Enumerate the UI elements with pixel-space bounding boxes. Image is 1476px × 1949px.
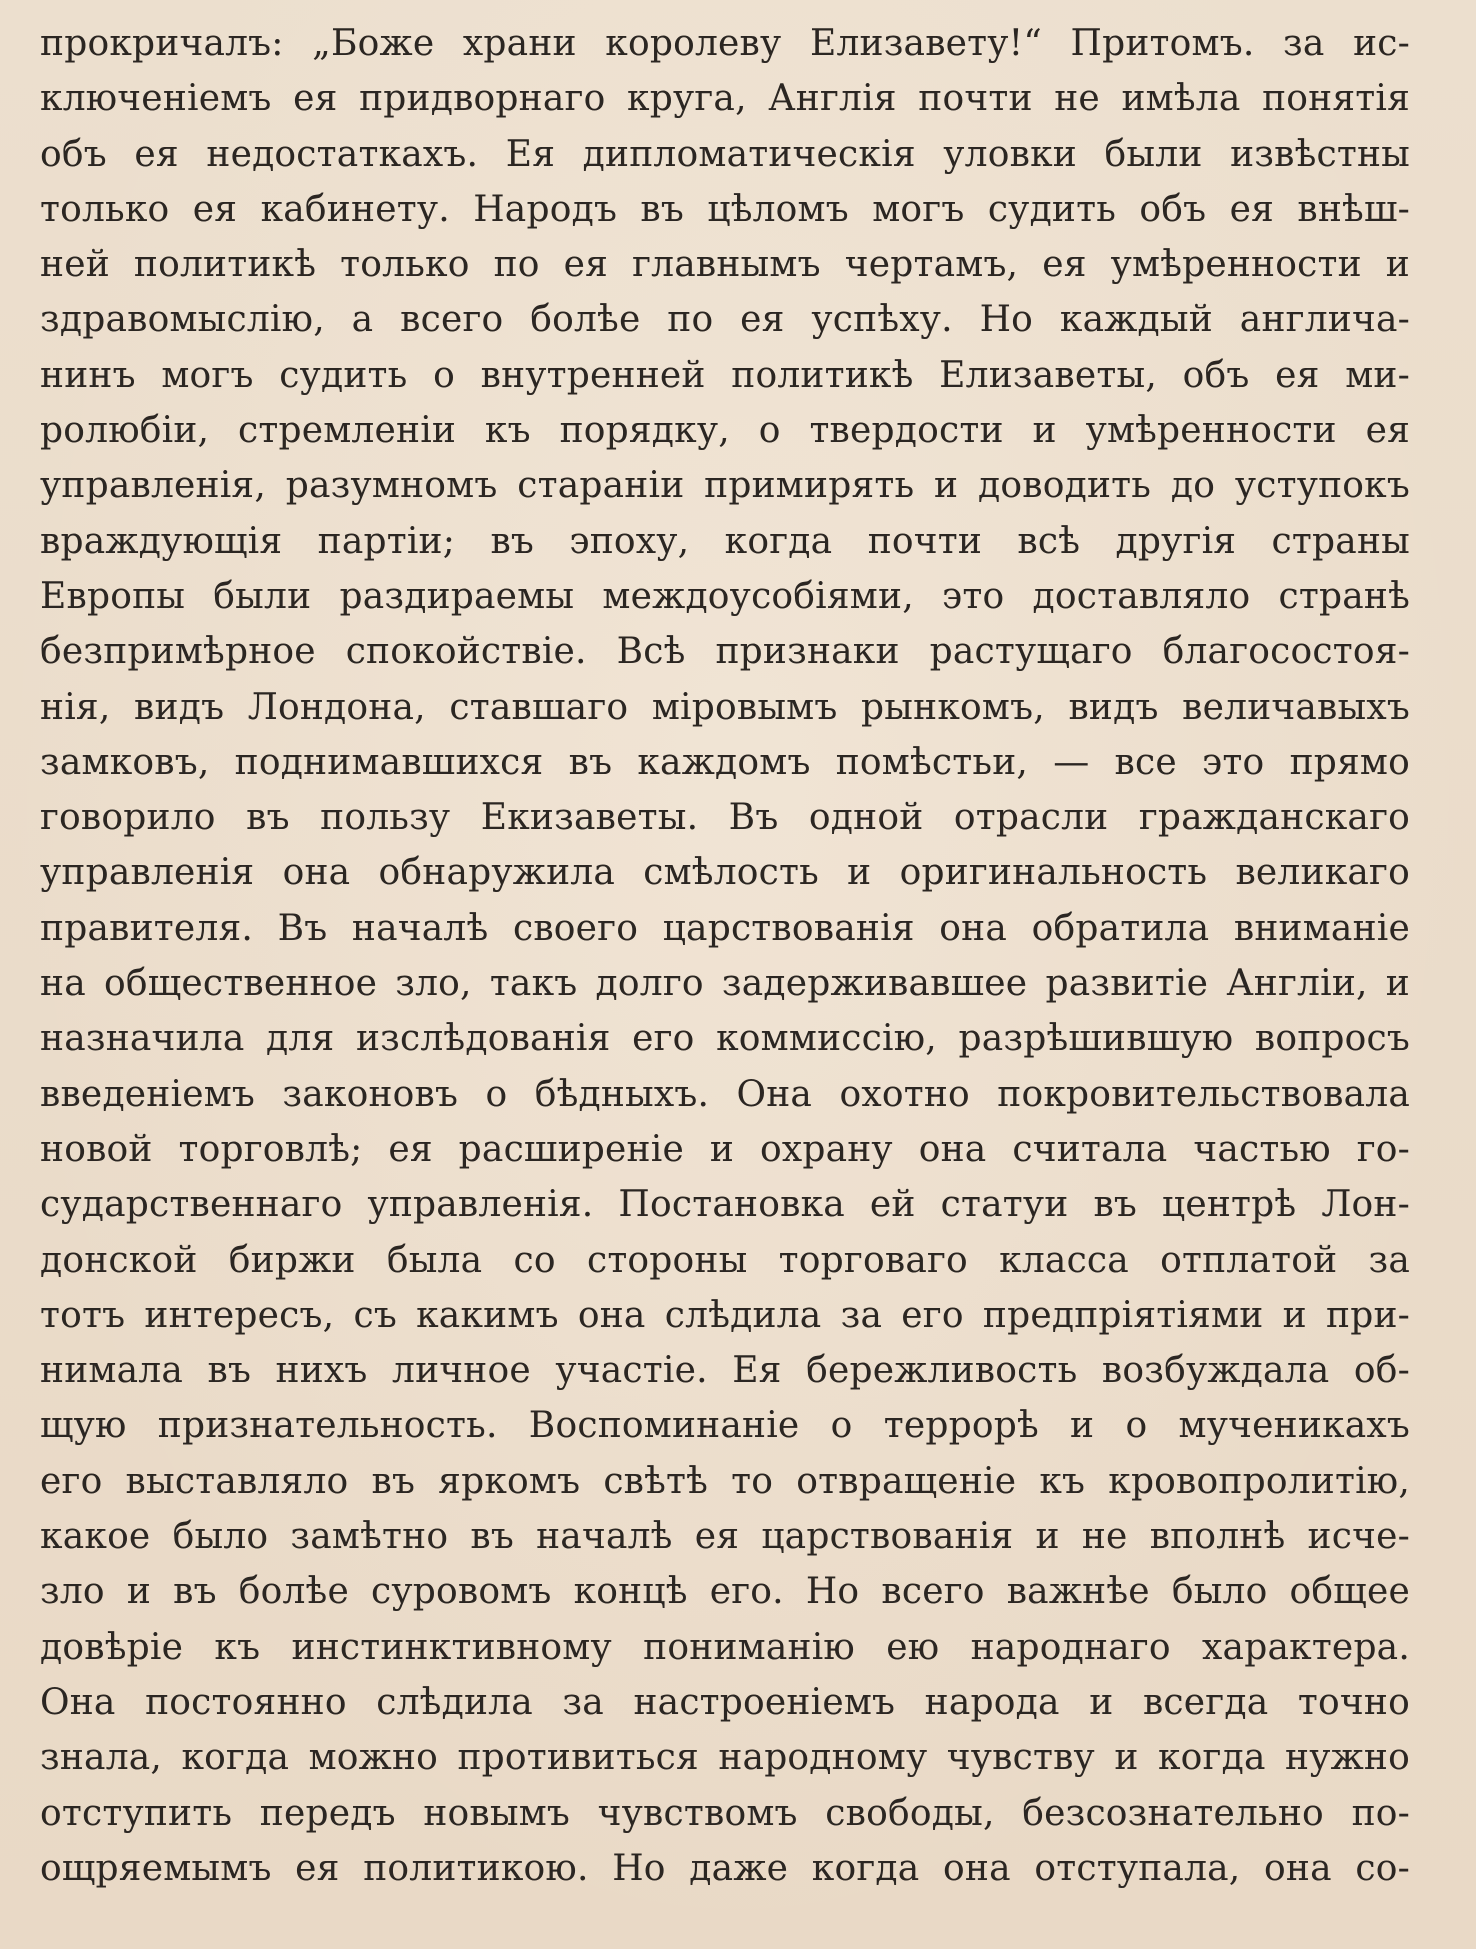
text-line: управленія она обнаружила смѣлость и оригинальность великаго [40, 852, 1410, 894]
text-line: замковъ, поднимавшихся въ каждомъ помѣстьи, — все это прямо [40, 741, 1410, 783]
text-line: донской биржи была со стороны торговаго класса отплатой за [40, 1239, 1410, 1281]
text-line: довѣріе къ инстинктивному пониманію ею народнаго характера. [40, 1626, 1410, 1668]
text-line: объ ея недостаткахъ. Ея дипломатическія уловки были извѣстны [40, 133, 1410, 175]
body-text [40, 16, 1410, 1896]
text-line: новой торговлѣ; ея расширеніе и охрану она считала частью го- [40, 1128, 1410, 1170]
text-line: введеніемъ законовъ о бѣдныхъ. Она охотно покровительствовала [40, 1073, 1410, 1115]
text-line: правителя. Въ началѣ своего царствованія она обратила вниманіе [40, 907, 1410, 949]
text-line: сударственнаго управленія. Постановка ей статуи въ центрѣ Лон- [40, 1184, 1410, 1226]
text-line: здравомыслію, а всего болѣе по ея успѣху. Но каждый англича- [40, 299, 1410, 341]
text-line: какое было замѣтно въ началѣ ея царствованія и не вполнѣ исче- [40, 1516, 1410, 1558]
text-line: тотъ интересъ, съ какимъ она слѣдила за его предпріятіями и при- [40, 1294, 1410, 1336]
text-line: говорило въ пользу Екизаветы. Въ одной отрасли гражданскаго [40, 797, 1410, 839]
text-line: управленія, разумномъ стараніи примирять и доводить до уступокъ [40, 465, 1410, 507]
text-line: Она постоянно слѣдила за настроеніемъ народа и всегда точно [40, 1681, 1410, 1723]
text-line: Европы были раздираемы междоусобіями, это доставляло странѣ [40, 575, 1410, 617]
text-line: враждующія партіи; въ эпоху, когда почти всѣ другія страны [40, 520, 1410, 562]
text-line: нія, видъ Лондона, ставшаго міровымъ рынкомъ, видъ величавыхъ [40, 686, 1410, 728]
text-line: его выставляло въ яркомъ свѣтѣ то отвращеніе къ кровопролитію, [40, 1460, 1410, 1502]
text-line: нимала въ нихъ личное участіе. Ея бережливость возбуждала об- [40, 1350, 1410, 1392]
text-line: ключеніемъ ея придворнаго круга, Англія почти не имѣла понятія [40, 78, 1410, 120]
text-line: ролюбіи, стремленіи къ порядку, о твердости и умѣренности ея [40, 410, 1410, 452]
text-line: нинъ могъ судить о внутренней политикѣ Елизаветы, объ ея ми- [40, 354, 1410, 396]
text-line: ощряемымъ ея политикою. Но даже когда она отступала, она со- [40, 1847, 1410, 1889]
text-line: знала, когда можно противиться народному чувству и когда нужно [40, 1737, 1410, 1779]
text-line: на общественное зло, такъ долго задерживавшее развитіе Англіи, и [40, 963, 1410, 1005]
text-line: зло и въ болѣе суровомъ концѣ его. Но всего важнѣе было общее [40, 1571, 1410, 1613]
text-line: прокричалъ: „Боже храни королеву Елизавету!“ Притомъ. за ис- [40, 23, 1410, 64]
text-line: отступить передъ новымъ чувствомъ свободы, безсознательно по- [40, 1792, 1410, 1834]
text-line: щую признательность. Воспоминаніе о террорѣ и о мученикахъ [40, 1405, 1410, 1447]
text-line: ней политикѣ только по ея главнымъ чертамъ, ея умѣренности и [40, 244, 1410, 286]
text-line: назначила для изслѣдованія его коммиссію, разрѣшившую вопросъ [40, 1018, 1410, 1060]
text-line: только ея кабинету. Народъ въ цѣломъ могъ судить объ ея внѣш- [40, 188, 1410, 230]
text-line: безпримѣрное спокойствіе. Всѣ признаки растущаго благосостоя- [40, 631, 1410, 673]
